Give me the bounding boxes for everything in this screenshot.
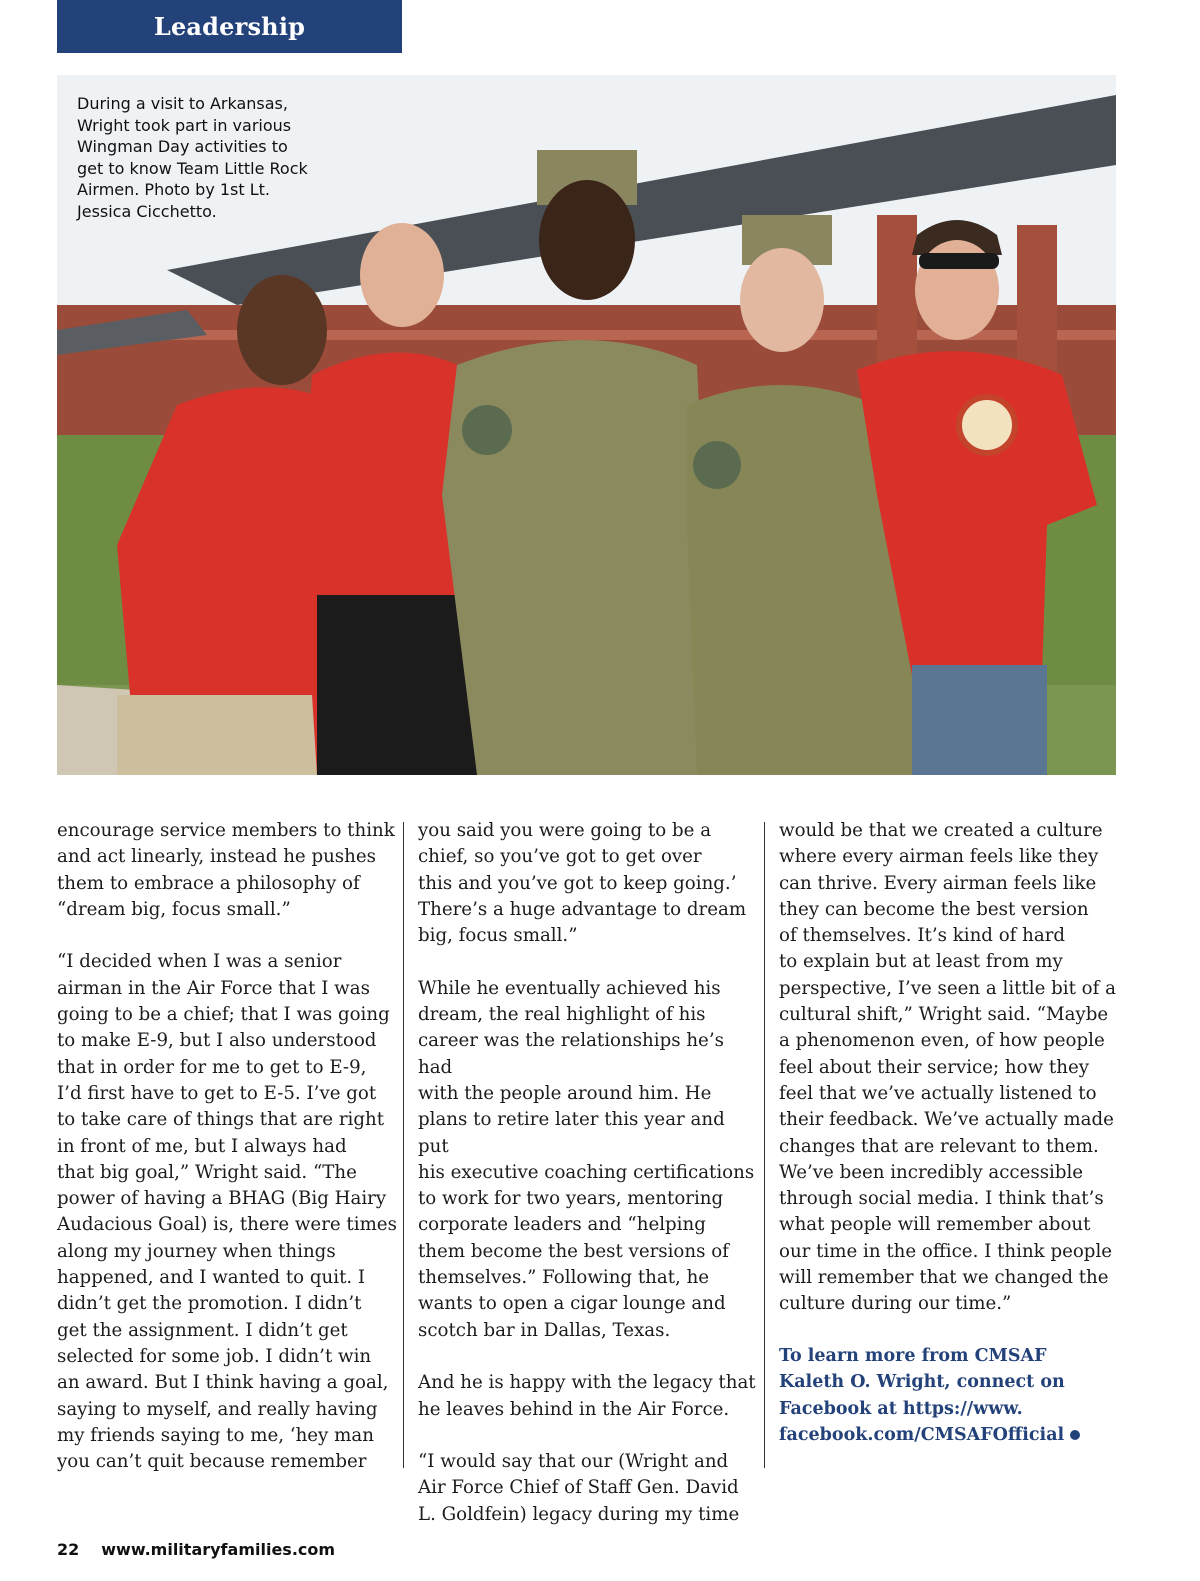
footer-url[interactable]: www.militaryfamilies.com xyxy=(101,1540,336,1559)
column-divider xyxy=(403,822,404,1468)
person-2-head xyxy=(360,223,444,327)
photo-caption: During a visit to Arkansas, Wright took part in various Wingman Day activities to get to know Team Little Rock Airmen. Photo by 1st Lt. Jessica Cicchetto. xyxy=(77,94,308,221)
section-title: Leadership xyxy=(153,12,306,41)
person-1-head xyxy=(237,275,327,385)
cta-text: To learn more from CMSAF Kaleth O. Wright, connect on Facebook at https://www. facebook.com/CMSAFOfficial xyxy=(779,1346,1065,1445)
feature-photo xyxy=(57,75,1116,775)
section-banner xyxy=(57,0,402,53)
column-divider xyxy=(764,822,765,1468)
article-column-1: encourage service members to think and act linearly, instead he pushes them to embrace a philosophy of “dream big, focus small.” “I decided when I was a senior airman in the Air Force that I was going to be a chief; that I was going to make E-9, but I also understood that in order for me to get to E-9, I’d first have to get to E-5. I’ve got to take care of things that are right in front of me, but I always had that big goal,” Wright said. “The power of having a BHAG (Big Hairy Audacious Goal) is, there were times along my journey when things happened, and I wanted to quit. I didn’t get the promotion. I didn’t get the assignment. I didn’t get selected for some job. I didn’t win an award. But I think having a goal, saying to myself, and really having my friends saying to me, ‘hey man you can’t quit because remember xyxy=(57,820,397,1473)
person-3-uniform xyxy=(442,340,717,775)
person-3-head xyxy=(539,180,635,300)
article-column-3: would be that we created a culture where every airman feels like they can thrive. Every airman feels like they can become the best version of themselves. It’s kind of hard to explain but at least from my perspective, I’ve seen a little bit of a cultural shift,” Wright said. “Maybe a phenomenon even, of how people feel about their service; how they feel that we’ve actually listened to their feedback. We’ve actually made changes that are relevant to them. We’ve been incredibly accessible through social media. I think that’s what people will remember about our time in the office. I think people will remember that we changed the culture during our time.” xyxy=(779,820,1116,1315)
article-column-2: you said you were going to be a chief, so you’ve got to get over this and you’ve got to keep going.’ There’s a huge advantage to dream big, focus small.” While he eventually achieved his dream, the real highlight of his career was the relationships he’s had with the people around him. He plans to retire later this year and put his executive coaching certifications to work for two years, mentoring corporate leaders and “helping them become the best versions of themselves.” Following that, he wants to open a cigar lounge and scotch bar in Dallas, Texas. And he is happy with the legacy that he leaves behind in the Air Force. “I would say that our (Wright and Air Force Chief of Staff Gen. David L. Goldfein) legacy during my time xyxy=(418,820,756,1525)
end-mark-icon xyxy=(1070,1430,1080,1440)
page-number: 22 xyxy=(57,1540,80,1559)
page-footer xyxy=(57,1540,335,1559)
call-to-action xyxy=(779,1343,1129,1448)
person-4-head xyxy=(740,248,824,352)
